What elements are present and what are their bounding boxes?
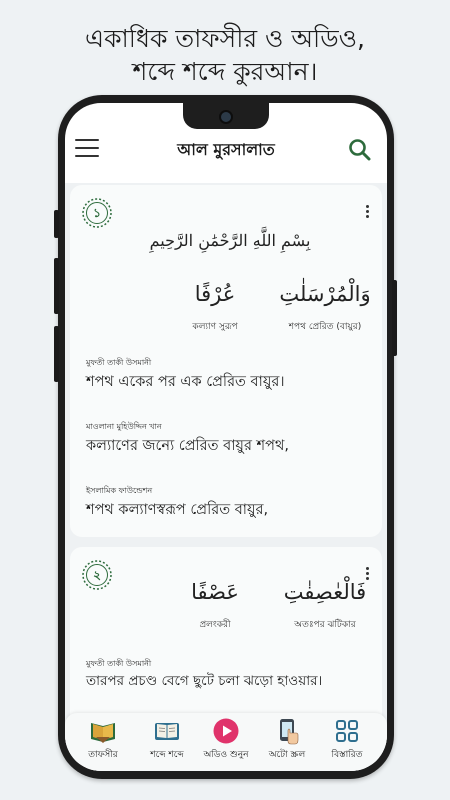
arabic-word: فَالْعٰصِفٰتِ [283, 580, 367, 604]
word-by-word-item[interactable] [275, 277, 375, 334]
phone-side-button [54, 326, 59, 382]
nav-label: অটো স্ক্রল [268, 750, 306, 760]
more-options-icon[interactable] [363, 205, 371, 223]
nav-word-by-word[interactable] [135, 717, 199, 762]
arabic-word: عَصْفًا [191, 580, 239, 604]
nav-label: বিস্তারিত [331, 750, 363, 760]
phone-screen [65, 103, 387, 771]
translation-text: শপথ কল্যাণস্বরূপ প্রেরিত বায়ুর, [86, 502, 269, 518]
search-icon[interactable] [347, 137, 373, 163]
nav-label: অডিও শুনুন [203, 750, 249, 760]
grid-icon [332, 717, 362, 745]
ayah-list[interactable] [65, 183, 387, 771]
word-by-word-item[interactable] [165, 575, 265, 632]
word-meaning: অতঃপর ঝটিকার [294, 620, 356, 630]
quran-book-icon [88, 717, 118, 745]
ayah-number: ১ [93, 206, 101, 220]
ayah-number-badge [81, 197, 113, 229]
promo-line-2: শব্দে শব্দে কুরআন। [132, 57, 318, 86]
translation-text: শপথ একের পর এক প্রেরিত বায়ুর। [86, 374, 285, 390]
arabic-word: عُرْفًا [194, 282, 236, 306]
translator-name: মাওলানা মুহিউদ্দিন খান [86, 422, 162, 431]
phone-side-button [392, 280, 397, 356]
translation-text: তারপর প্রচণ্ড বেগে ছুটে চলা ঝড়ো হাওয়ার। [86, 673, 323, 689]
bismillah-calligraphy: بِسْمِ اللَّهِ الرَّحْمَٰنِ الرَّحِيمِ [149, 231, 311, 250]
nav-audio[interactable] [194, 717, 258, 762]
play-icon [211, 717, 241, 745]
app-bar [65, 129, 387, 175]
nav-auto-scroll[interactable] [255, 717, 319, 762]
open-book-icon [152, 717, 182, 745]
ayah-number: ২ [93, 568, 101, 582]
word-meaning: কল্যাণ সুরূপ [192, 322, 238, 332]
word-by-word-item[interactable] [165, 277, 265, 334]
hamburger-menu-icon[interactable] [75, 139, 99, 157]
bottom-navigation [65, 713, 387, 771]
arabic-word: وَالْمُرْسَلٰتِ [279, 282, 371, 306]
nav-details[interactable] [315, 717, 379, 762]
translator-name: ইসলামিক ফাউন্ডেশন [86, 486, 153, 495]
phone-side-button [54, 258, 59, 314]
translator-name: মুফতী তাকী উসমানী [86, 358, 152, 367]
promo-line-1: একাধিক তাফসীর ও অডিও, [85, 24, 365, 53]
ayah-number-badge [81, 559, 113, 591]
word-by-word-item[interactable] [275, 575, 375, 632]
word-meaning: শপথ প্রেরিত (বায়ুর) [288, 322, 362, 332]
promo-headline [0, 22, 450, 88]
phone-side-button [54, 210, 59, 238]
nav-label: শব্দে শব্দে [150, 750, 184, 760]
word-meaning: প্রলংকরী [199, 620, 231, 630]
nav-tafsir[interactable] [71, 717, 135, 762]
nav-label: তাফসীর [88, 750, 118, 760]
phone-tap-icon [272, 717, 302, 745]
translator-name: মুফতী তাকী উসমানী [86, 659, 152, 668]
page-title: আল মুরসালাত [177, 140, 275, 159]
ayah-card [70, 185, 382, 537]
camera-icon [219, 110, 233, 124]
translation-text: কল্যাণের জন্যে প্রেরিত বায়ুর শপথ, [86, 438, 289, 454]
